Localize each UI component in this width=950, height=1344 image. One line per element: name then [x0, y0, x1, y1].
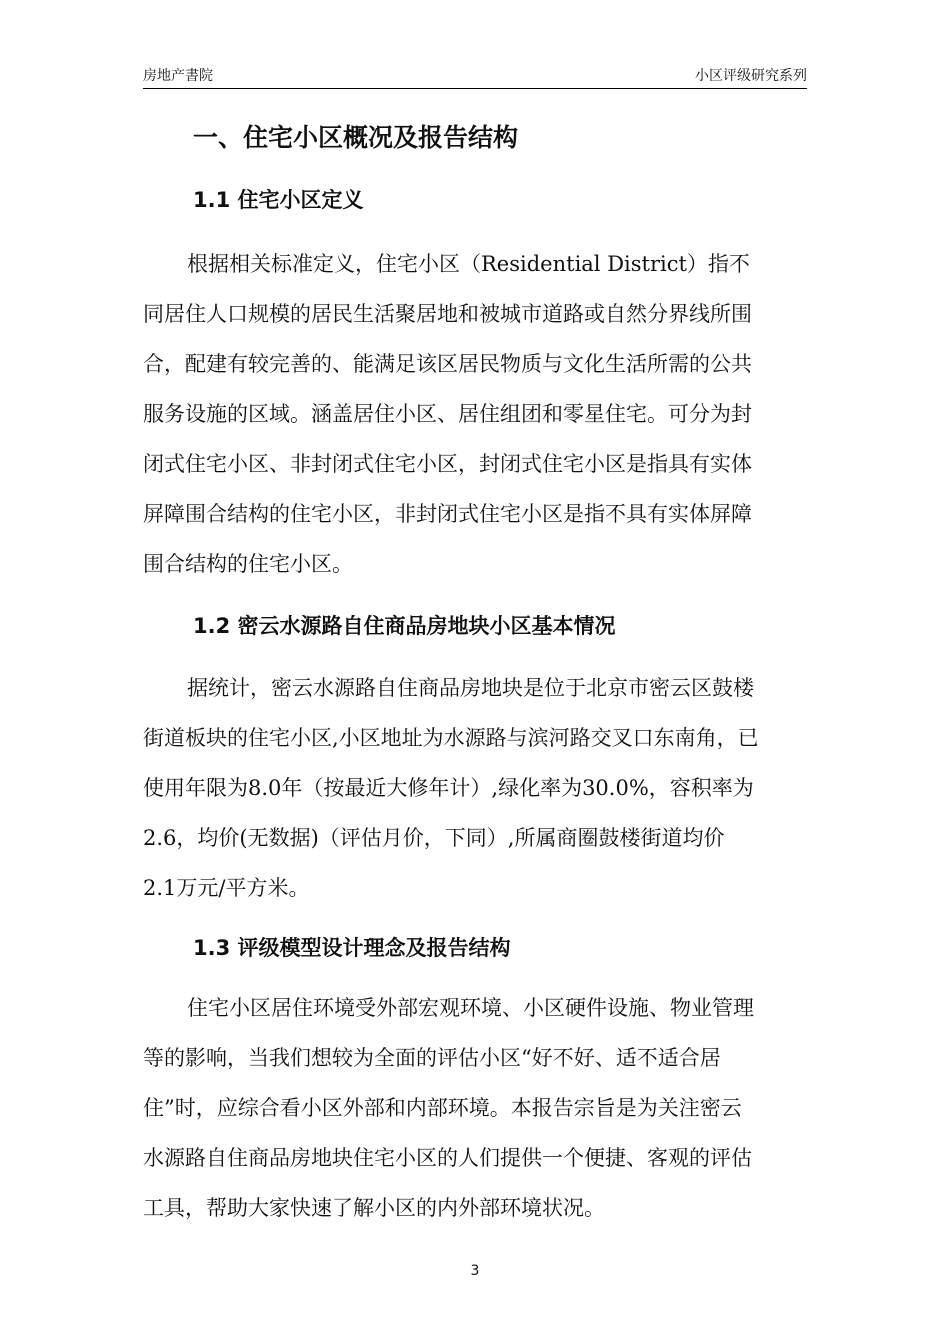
text-line: 街道板块的住宅小区,小区地址为水源路与滨河路交叉口东南角，已	[143, 726, 759, 750]
text-line: 合，配建有较完善的、能满足该区居民物质与文化生活所需的公共	[143, 352, 752, 376]
text-line: 工具，帮助大家快速了解小区的内外部环境状况。	[143, 1196, 605, 1220]
text-line: 使用年限为8.0年（按最近大修年计）,绿化率为30.0%，容积率为	[143, 776, 754, 800]
text-line: 住”时，应综合看小区外部和内部环境。本报告宗旨是为关注密云	[143, 1096, 742, 1120]
text-line: 根据相关标准定义，住宅小区（Residential District）指不	[187, 252, 750, 276]
text-line: 同居住人口规模的居民生活聚居地和被城市道路或自然分界线所围	[143, 302, 752, 326]
page-title: 一、住宅小区概况及报告结构	[193, 123, 519, 152]
section-heading-1-1: 1.1 住宅小区定义	[193, 188, 364, 212]
header-series: 小区评级研究系列	[695, 68, 807, 84]
text-line: 围合结构的住宅小区。	[143, 552, 353, 576]
text-line: 等的影响，当我们想较为全面的评估小区“好不好、适不适合居	[143, 1046, 721, 1070]
header-brand: 房地产書院	[143, 68, 213, 84]
page-number: 3	[470, 1263, 480, 1279]
text-line: 闭式住宅小区、非封闭式住宅小区，封闭式住宅小区是指具有实体	[143, 452, 752, 476]
text-line: 屏障围合结构的住宅小区，非封闭式住宅小区是指不具有实体屏障	[143, 502, 752, 526]
page-header	[143, 66, 807, 89]
text-line: 据统计，密云水源路自住商品房地块是位于北京市密云区鼓楼	[187, 676, 754, 700]
text-line: 住宅小区居住环境受外部宏观环境、小区硬件设施、物业管理	[187, 996, 754, 1020]
text-line: 水源路自住商品房地块住宅小区的人们提供一个便捷、客观的评估	[143, 1146, 752, 1170]
text-line: 服务设施的区域。涵盖居住小区、居住组团和零星住宅。可分为封	[143, 402, 752, 426]
section-heading-1-3: 1.3 评级模型设计理念及报告结构	[193, 936, 511, 960]
text-line: 2.6，均价(无数据)（评估月价，下同）,所属商圈鼓楼街道均价	[143, 826, 725, 850]
section-heading-1-2: 1.2 密云水源路自住商品房地块小区基本情况	[193, 614, 616, 638]
text-line: 2.1万元/平方米。	[143, 876, 310, 900]
